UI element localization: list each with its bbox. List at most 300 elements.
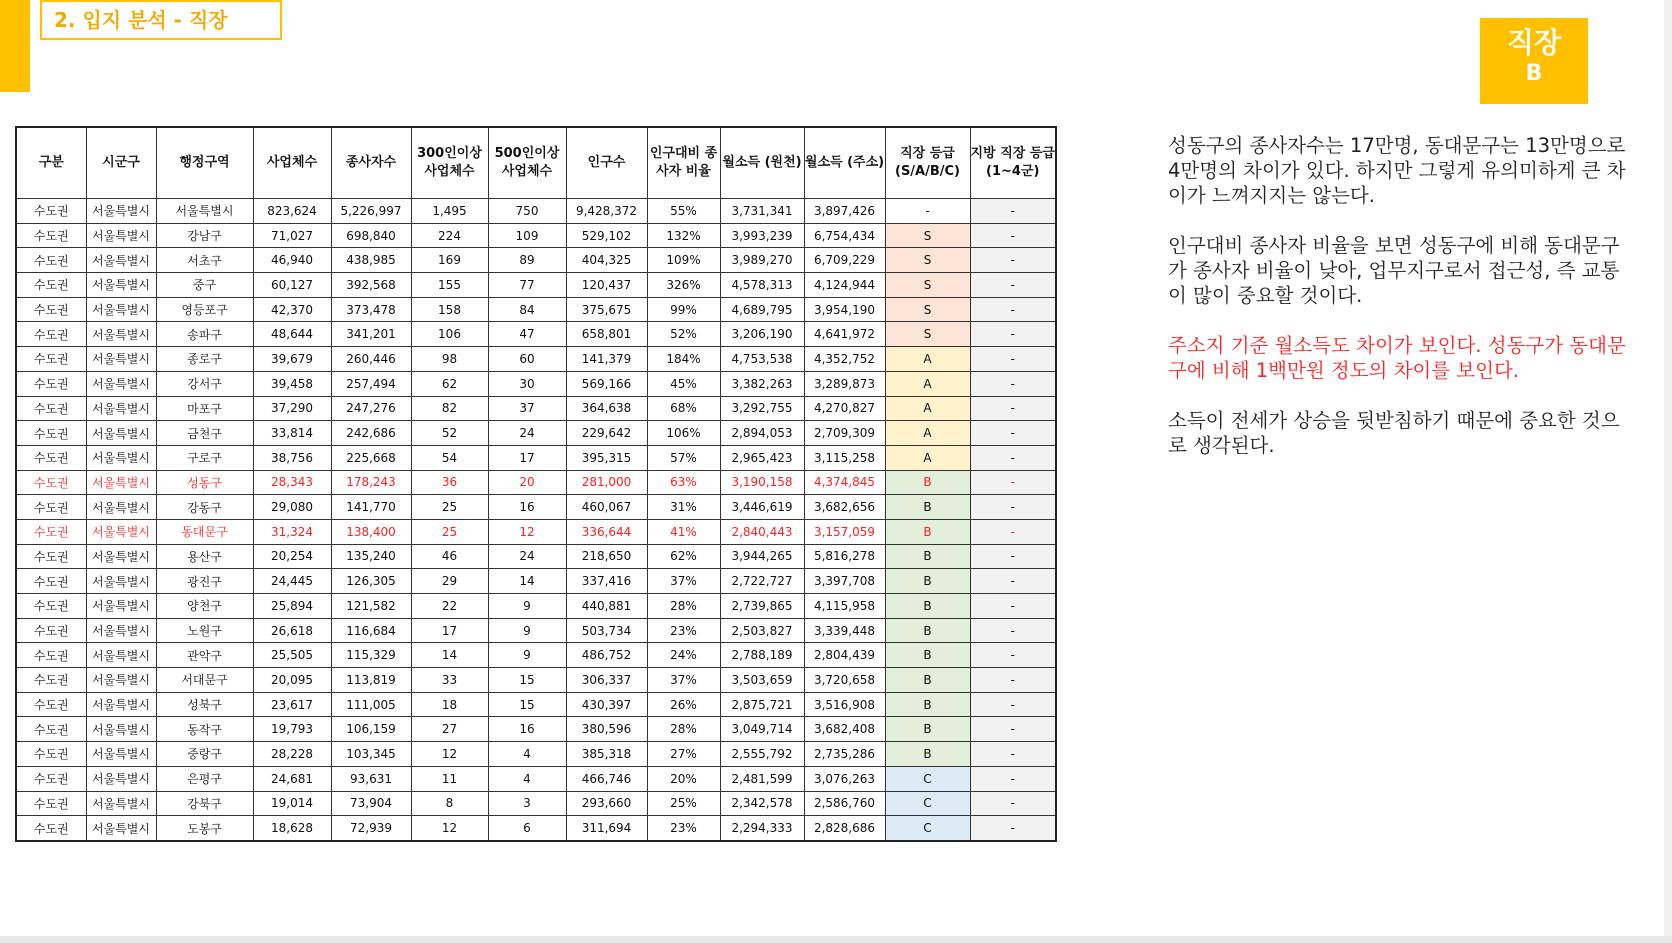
table-cell: 42,370 (253, 297, 331, 322)
table-cell: 2,735,286 (804, 742, 885, 767)
grade-cell: B (885, 594, 970, 619)
table-cell: 24,445 (253, 569, 331, 594)
table-cell: 36 (411, 470, 488, 495)
table-cell: 3,157,059 (804, 519, 885, 544)
table-cell: 서울특별시 (86, 223, 156, 248)
regional-grade-cell: - (970, 445, 1056, 470)
table-cell: 57% (647, 445, 720, 470)
grade-cell: S (885, 297, 970, 322)
table-cell: 18,628 (253, 816, 331, 841)
note-paragraph: 인구대비 종사자 비율을 보면 성동구에 비해 동대문구가 종사자 비율이 낮아, 업무지구로서 접근성, 즉 교통이 많이 중요할 것이다. (1168, 234, 1620, 307)
table-cell: 3,190,158 (720, 470, 804, 495)
table-cell: 224 (411, 223, 488, 248)
table-cell: 중구 (156, 273, 253, 298)
table-cell: 109 (488, 223, 566, 248)
table-row (16, 717, 1056, 742)
table-cell: 2,894,053 (720, 421, 804, 446)
table-cell: 26,618 (253, 618, 331, 643)
table-cell: 184% (647, 347, 720, 372)
table-cell: 326% (647, 273, 720, 298)
table-cell: 109% (647, 248, 720, 273)
table-cell: 20,095 (253, 668, 331, 693)
regional-grade-cell: - (970, 668, 1056, 693)
table-cell: 2,875,721 (720, 692, 804, 717)
table-cell: 115,329 (331, 643, 411, 668)
section-title: 2. 입지 분석 - 직장 (40, 0, 282, 40)
table-cell: 3,206,190 (720, 322, 804, 347)
table-cell: 52% (647, 322, 720, 347)
table-cell: 404,325 (566, 248, 647, 273)
regional-grade-cell: - (970, 273, 1056, 298)
table-cell: 24% (647, 643, 720, 668)
table-cell: 3 (488, 791, 566, 816)
table-cell: 수도권 (16, 421, 86, 446)
table-cell: 84 (488, 297, 566, 322)
table-cell: 4,753,538 (720, 347, 804, 372)
table-cell: 155 (411, 273, 488, 298)
table-cell: 서울특별시 (86, 618, 156, 643)
table-cell: 82 (411, 396, 488, 421)
table-cell: 서울특별시 (86, 643, 156, 668)
table-cell: 4,374,845 (804, 470, 885, 495)
table-cell: 55% (647, 199, 720, 224)
table-cell: 111,005 (331, 692, 411, 717)
table-row (16, 544, 1056, 569)
grade-cell: A (885, 396, 970, 421)
grade-cell: B (885, 742, 970, 767)
table-cell: 서울특별시 (86, 742, 156, 767)
table-cell: 수도권 (16, 594, 86, 619)
table-row (16, 495, 1056, 520)
regional-grade-cell: - (970, 199, 1056, 224)
column-header: 500인이상 사업체수 (488, 127, 566, 199)
table-cell: 62% (647, 544, 720, 569)
table-cell: 1,495 (411, 199, 488, 224)
table-cell: 4,124,944 (804, 273, 885, 298)
table-cell: 98 (411, 347, 488, 372)
table-cell: 서울특별시 (86, 273, 156, 298)
table-cell: 31% (647, 495, 720, 520)
regional-grade-cell: - (970, 322, 1056, 347)
table-cell: 15 (488, 692, 566, 717)
table-cell: 247,276 (331, 396, 411, 421)
table-cell: 4 (488, 766, 566, 791)
table-cell: 서울특별시 (86, 668, 156, 693)
table-cell: 3,076,263 (804, 766, 885, 791)
table-cell: 126,305 (331, 569, 411, 594)
table-cell: 25% (647, 791, 720, 816)
table-cell: 수도권 (16, 544, 86, 569)
table-cell: 4 (488, 742, 566, 767)
table-cell: 19,014 (253, 791, 331, 816)
table-cell: 106% (647, 421, 720, 446)
table-cell: 서울특별시 (86, 569, 156, 594)
table-row (16, 668, 1056, 693)
table-cell: 229,642 (566, 421, 647, 446)
table-cell: 37% (647, 668, 720, 693)
table-cell: 169 (411, 248, 488, 273)
table-cell: 28,228 (253, 742, 331, 767)
table-cell: 750 (488, 199, 566, 224)
regional-grade-cell: - (970, 692, 1056, 717)
grade-cell: B (885, 692, 970, 717)
note-paragraph: 주소지 기준 월소득도 차이가 보인다. 성동구가 동대문구에 비해 1백만원 정도의 차이를 보인다. (1168, 334, 1626, 382)
grade-cell: B (885, 495, 970, 520)
table-cell: 서울특별시 (86, 470, 156, 495)
table-cell: 6,709,229 (804, 248, 885, 273)
table-cell: 3,339,448 (804, 618, 885, 643)
table-cell: 20% (647, 766, 720, 791)
table-cell: 37% (647, 569, 720, 594)
table-cell: 성북구 (156, 692, 253, 717)
grade-cell: B (885, 643, 970, 668)
grade-cell: S (885, 322, 970, 347)
table-cell: 17 (488, 445, 566, 470)
table-cell: 23,617 (253, 692, 331, 717)
table-cell: 20 (488, 470, 566, 495)
table-row (16, 594, 1056, 619)
accent-bar (0, 0, 30, 92)
table-cell: 306,337 (566, 668, 647, 693)
table-cell: 서울특별시 (86, 816, 156, 841)
table-cell: 486,752 (566, 643, 647, 668)
regional-grade-cell: - (970, 248, 1056, 273)
column-header: 인구수 (566, 127, 647, 199)
table-row (16, 297, 1056, 322)
table-cell: 강북구 (156, 791, 253, 816)
table-row (16, 371, 1056, 396)
table-cell: 395,315 (566, 445, 647, 470)
table-cell: 수도권 (16, 519, 86, 544)
table-cell: 도봉구 (156, 816, 253, 841)
table-cell: 3,897,426 (804, 199, 885, 224)
regional-grade-cell: - (970, 347, 1056, 372)
table-cell: 수도권 (16, 297, 86, 322)
table-cell: 60 (488, 347, 566, 372)
table-cell: 강서구 (156, 371, 253, 396)
grade-cell: A (885, 347, 970, 372)
table-cell: 225,668 (331, 445, 411, 470)
grade-cell: A (885, 421, 970, 446)
regional-grade-cell: - (970, 544, 1056, 569)
table-row (16, 692, 1056, 717)
table-cell: 430,397 (566, 692, 647, 717)
table-cell: 218,650 (566, 544, 647, 569)
table-cell: 569,166 (566, 371, 647, 396)
table-cell: 마포구 (156, 396, 253, 421)
table-cell: 서초구 (156, 248, 253, 273)
table-cell: 수도권 (16, 742, 86, 767)
table-cell: 2,481,599 (720, 766, 804, 791)
table-cell: 3,115,258 (804, 445, 885, 470)
table-cell: 9 (488, 643, 566, 668)
table-cell: 2,555,792 (720, 742, 804, 767)
table-cell: 서울특별시 (86, 396, 156, 421)
table-cell: 강동구 (156, 495, 253, 520)
table-cell: 12 (411, 742, 488, 767)
grade-cell: B (885, 717, 970, 742)
table-cell: 33 (411, 668, 488, 693)
table-cell: 동작구 (156, 717, 253, 742)
table-cell: 392,568 (331, 273, 411, 298)
table-cell: 2,722,727 (720, 569, 804, 594)
table-cell: 3,503,659 (720, 668, 804, 693)
regional-grade-cell: - (970, 766, 1056, 791)
table-cell: 종로구 (156, 347, 253, 372)
column-header: 구분 (16, 127, 86, 199)
table-cell: 62 (411, 371, 488, 396)
table-cell: 26% (647, 692, 720, 717)
table-cell: 25,894 (253, 594, 331, 619)
table-cell: 242,686 (331, 421, 411, 446)
table-cell: 광진구 (156, 569, 253, 594)
table-cell: 25 (411, 495, 488, 520)
table-cell: 서울특별시 (86, 717, 156, 742)
table-cell: 강남구 (156, 223, 253, 248)
table-cell: 2,739,865 (720, 594, 804, 619)
table-cell: 2,294,333 (720, 816, 804, 841)
table-cell: 4,352,752 (804, 347, 885, 372)
regional-grade-cell: - (970, 421, 1056, 446)
table-cell: 수도권 (16, 347, 86, 372)
table-cell: 중랑구 (156, 742, 253, 767)
table-cell: 37,290 (253, 396, 331, 421)
table-row (16, 470, 1056, 495)
table-cell: 4,115,958 (804, 594, 885, 619)
table-cell: 375,675 (566, 297, 647, 322)
district-employment-table (15, 126, 1057, 842)
table-cell: 수도권 (16, 199, 86, 224)
table-cell: 28% (647, 594, 720, 619)
table-row (16, 347, 1056, 372)
table-cell: 성동구 (156, 470, 253, 495)
table-cell: 3,289,873 (804, 371, 885, 396)
table-cell: 106 (411, 322, 488, 347)
table-row (16, 742, 1056, 767)
regional-grade-cell: - (970, 297, 1056, 322)
table-cell: 수도권 (16, 495, 86, 520)
table-cell: 438,985 (331, 248, 411, 273)
table-cell: 2,828,686 (804, 816, 885, 841)
table-cell: 5,226,997 (331, 199, 411, 224)
table-cell: 38,756 (253, 445, 331, 470)
table-row (16, 791, 1056, 816)
regional-grade-cell: - (970, 371, 1056, 396)
regional-grade-cell: - (970, 223, 1056, 248)
table-cell: 529,102 (566, 223, 647, 248)
table-cell: 135,240 (331, 544, 411, 569)
grade-cell: S (885, 248, 970, 273)
grade-cell: B (885, 668, 970, 693)
workplace-grade-badge (1480, 18, 1588, 104)
table-cell: 460,067 (566, 495, 647, 520)
table-cell: 서울특별시 (86, 248, 156, 273)
table-cell: 823,624 (253, 199, 331, 224)
table-cell: 15 (488, 668, 566, 693)
table-cell: 132% (647, 223, 720, 248)
table-cell: 3,446,619 (720, 495, 804, 520)
table-cell: 31,324 (253, 519, 331, 544)
table-cell: 수도권 (16, 273, 86, 298)
table-cell: 2,503,827 (720, 618, 804, 643)
table-cell: 구로구 (156, 445, 253, 470)
table-cell: 311,694 (566, 816, 647, 841)
table-cell: 서울특별시 (86, 766, 156, 791)
column-header: 직장 등급 (S/A/B/C) (885, 127, 970, 199)
grade-cell: C (885, 791, 970, 816)
table-cell: 3,720,658 (804, 668, 885, 693)
table-cell: 2,804,439 (804, 643, 885, 668)
table-cell: 77 (488, 273, 566, 298)
table-cell: 337,416 (566, 569, 647, 594)
table-cell: 서울특별시 (86, 371, 156, 396)
table-cell: 서울특별시 (86, 347, 156, 372)
table-cell: 141,770 (331, 495, 411, 520)
table-cell: 178,243 (331, 470, 411, 495)
table-cell: 서울특별시 (86, 519, 156, 544)
regional-grade-cell: - (970, 643, 1056, 668)
table-cell: 281,000 (566, 470, 647, 495)
table-cell: 3,993,239 (720, 223, 804, 248)
table-cell: 27 (411, 717, 488, 742)
column-header: 300인이상 사업체수 (411, 127, 488, 199)
table-cell: 수도권 (16, 223, 86, 248)
table-cell: 서울특별시 (86, 445, 156, 470)
table-cell: 54 (411, 445, 488, 470)
regional-grade-cell: - (970, 791, 1056, 816)
regional-grade-cell: - (970, 470, 1056, 495)
table-cell: 송파구 (156, 322, 253, 347)
table-cell: 수도권 (16, 643, 86, 668)
table-cell: 30 (488, 371, 566, 396)
table-cell: 수도권 (16, 717, 86, 742)
table-cell: 5,816,278 (804, 544, 885, 569)
regional-grade-cell: - (970, 495, 1056, 520)
table-cell: 20,254 (253, 544, 331, 569)
table-cell: 수도권 (16, 816, 86, 841)
table-cell: 120,437 (566, 273, 647, 298)
table-cell: 113,819 (331, 668, 411, 693)
table-cell: 93,631 (331, 766, 411, 791)
table-cell: 116,684 (331, 618, 411, 643)
table-cell: 2,788,189 (720, 643, 804, 668)
table-cell: 수도권 (16, 445, 86, 470)
table-cell: 23% (647, 816, 720, 841)
regional-grade-cell: - (970, 742, 1056, 767)
table-cell: 106,159 (331, 717, 411, 742)
table-row (16, 519, 1056, 544)
table-cell: 336,644 (566, 519, 647, 544)
table-row (16, 396, 1056, 421)
table-cell: 3,731,341 (720, 199, 804, 224)
table-cell: 서울특별시 (86, 692, 156, 717)
table-cell: 서울특별시 (86, 544, 156, 569)
table-cell: 46 (411, 544, 488, 569)
table-cell: 16 (488, 495, 566, 520)
table-cell: 4,270,827 (804, 396, 885, 421)
table-cell: 서울특별시 (86, 791, 156, 816)
window-edge (1664, 0, 1672, 943)
table-cell: 158 (411, 297, 488, 322)
table-cell: 금천구 (156, 421, 253, 446)
table-cell: 3,682,656 (804, 495, 885, 520)
table-row (16, 248, 1056, 273)
table-cell: 17 (411, 618, 488, 643)
table-cell: 385,318 (566, 742, 647, 767)
column-header: 월소득 (원천) (720, 127, 804, 199)
table-cell: 2,586,760 (804, 791, 885, 816)
table-cell: 14 (488, 569, 566, 594)
table-cell: 서대문구 (156, 668, 253, 693)
table-cell: 19,793 (253, 717, 331, 742)
table-cell: 수도권 (16, 569, 86, 594)
table-cell: 45% (647, 371, 720, 396)
grade-cell: B (885, 544, 970, 569)
table-cell: 37 (488, 396, 566, 421)
table-cell: 수도권 (16, 396, 86, 421)
table-row (16, 816, 1056, 841)
grade-cell: A (885, 445, 970, 470)
regional-grade-cell: - (970, 816, 1056, 841)
table-cell: 141,379 (566, 347, 647, 372)
table-cell: 27% (647, 742, 720, 767)
table-cell: 수도권 (16, 692, 86, 717)
table-cell: 99% (647, 297, 720, 322)
table-cell: 동대문구 (156, 519, 253, 544)
regional-grade-cell: - (970, 618, 1056, 643)
grade-cell: B (885, 569, 970, 594)
grade-value: B (1525, 61, 1543, 86)
table-cell: 293,660 (566, 791, 647, 816)
grade-cell: B (885, 470, 970, 495)
table-cell: 3,989,270 (720, 248, 804, 273)
table-cell: 9 (488, 594, 566, 619)
table-row (16, 199, 1056, 224)
table-cell: 서울특별시 (156, 199, 253, 224)
table-cell: 12 (411, 816, 488, 841)
table-cell: 14 (411, 643, 488, 668)
table-cell: 8 (411, 791, 488, 816)
table-cell: 25,505 (253, 643, 331, 668)
table-cell: 28% (647, 717, 720, 742)
table-cell: 4,578,313 (720, 273, 804, 298)
table-cell: 수도권 (16, 766, 86, 791)
column-header: 종사자수 (331, 127, 411, 199)
table-cell: 2,709,309 (804, 421, 885, 446)
table-cell: 16 (488, 717, 566, 742)
table-cell: 영등포구 (156, 297, 253, 322)
table-cell: 4,641,972 (804, 322, 885, 347)
table-cell: 364,638 (566, 396, 647, 421)
table-cell: 29 (411, 569, 488, 594)
grade-cell: - (885, 199, 970, 224)
column-header: 지방 직장 등급 (1~4군) (970, 127, 1056, 199)
table-cell: 수도권 (16, 248, 86, 273)
regional-grade-cell: - (970, 594, 1056, 619)
table-cell: 2,965,423 (720, 445, 804, 470)
table-row (16, 421, 1056, 446)
table-cell: 41% (647, 519, 720, 544)
table-cell: 503,734 (566, 618, 647, 643)
table-cell: 121,582 (331, 594, 411, 619)
regional-grade-cell: - (970, 396, 1056, 421)
table-cell: 3,516,908 (804, 692, 885, 717)
table-cell: 29,080 (253, 495, 331, 520)
table-cell: 46,940 (253, 248, 331, 273)
table-cell: 658,801 (566, 322, 647, 347)
table-cell: 89 (488, 248, 566, 273)
note-paragraph: 성동구의 종사자수는 17만명, 동대문구는 13만명으로 4만명의 차이가 있다. 하지만 그렇게 유의미하게 큰 차이가 느껴지지는 않는다. (1168, 134, 1626, 207)
